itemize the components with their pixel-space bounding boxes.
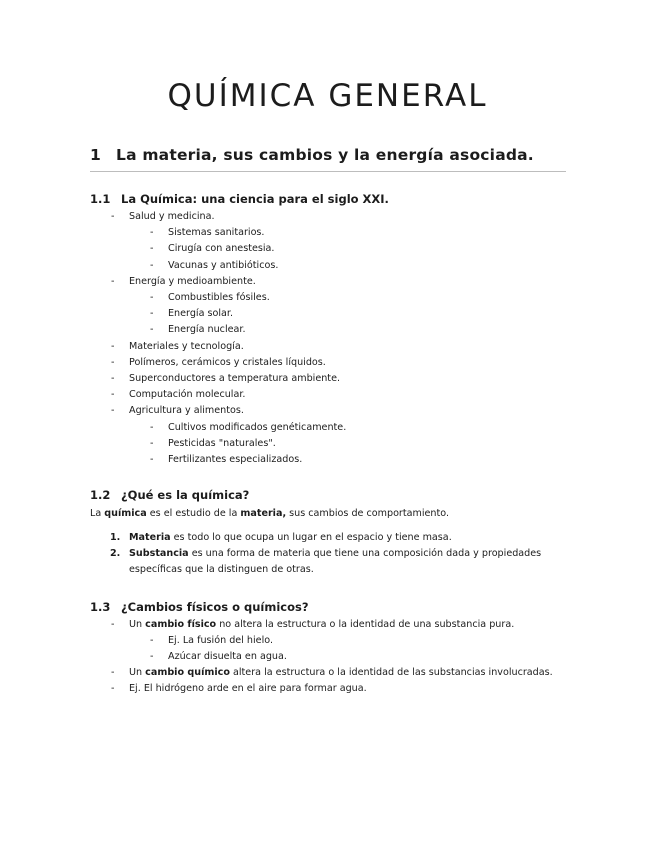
sub-list-item: Cultivos modificados genéticamente. (168, 421, 347, 433)
subsection-1-1-heading (90, 192, 389, 206)
list-item: Materia es todo lo que ocupa un lugar en el espacio y tiene masa. (129, 532, 452, 543)
section-number: 1 (90, 146, 101, 164)
bullet-dash: - (111, 683, 115, 694)
sub-list-item: Cirugía con anestesia. (168, 243, 275, 255)
list-item: Azúcar disuelta en agua. (168, 651, 287, 662)
sub-list-item: Fertilizantes especializados. (168, 454, 303, 465)
bullet-dash: - (111, 356, 115, 368)
bullet-dash: - (150, 324, 154, 336)
bullet-dash: - (150, 454, 154, 465)
section-title: La materia, sus cambios y la energía asociada. (116, 146, 534, 164)
sub-list-item: Vacunas y antibióticos. (168, 259, 279, 271)
subsection-number: 1.1 (90, 192, 111, 206)
list-item: Substancia es una forma de materia que tiene una composición dada y propiedades (129, 548, 542, 559)
list-item-continuation: específicas que la distinguen de otras. (129, 564, 314, 575)
bullet-dash: - (111, 373, 115, 384)
bullet-dash: - (150, 292, 154, 303)
list-item: Superconductores a temperatura ambiente. (129, 373, 341, 384)
bullet-dash: - (111, 211, 115, 222)
list-item: Ej. La fusión del hielo. (168, 635, 273, 646)
section-divider (90, 171, 566, 172)
bullet-dash: - (150, 227, 154, 239)
list-item: Polímeros, cerámicos y cristales líquidos. (129, 356, 326, 368)
subsection-title: ¿Cambios físicos o químicos? (121, 600, 309, 614)
bullet-dash: - (111, 667, 115, 678)
bullet-dash: - (150, 651, 154, 662)
bullet-dash: - (111, 340, 115, 352)
subsection-1-3-heading (90, 600, 309, 614)
list-item: Energía y medioambiente. (129, 275, 256, 287)
page-title: QUÍMICA GENERAL (167, 78, 488, 114)
paragraph: La química es el estudio de la materia, sus cambios de comportamiento. (90, 508, 450, 519)
subsection-1-2-heading (90, 488, 249, 502)
sub-list-item: Energía nuclear. (168, 324, 246, 336)
bullet-dash: - (150, 635, 154, 646)
list-item: Agricultura y alimentos. (129, 405, 244, 417)
bullet-dash: - (111, 275, 115, 287)
sub-list-item: Energía solar. (168, 308, 234, 320)
list-number: 1. (110, 532, 121, 543)
list-item: Salud y medicina. (129, 211, 215, 222)
bullet-dash: - (111, 405, 115, 417)
list-item: Materiales y tecnología. (129, 340, 244, 352)
list-item: Un cambio físico no altera la estructura o la identidad de una substancia pura. (129, 619, 515, 630)
bullet-dash: - (150, 308, 154, 320)
section-1-heading (90, 146, 566, 164)
bullet-dash: - (150, 437, 154, 449)
subsection-number: 1.2 (90, 488, 111, 502)
subsection-title: ¿Qué es la química? (121, 488, 250, 502)
subsection-title: La Química: una ciencia para el siglo XXI. (121, 192, 389, 206)
bullet-dash: - (111, 389, 115, 401)
bullet-dash: - (150, 243, 154, 255)
bullet-dash: - (111, 619, 115, 630)
list-item: Ej. El hidrógeno arde en el aire para formar agua. (129, 683, 367, 694)
subsection-number: 1.3 (90, 600, 111, 614)
sub-list-item: Combustibles fósiles. (168, 292, 270, 303)
bullet-dash: - (150, 421, 154, 433)
list-item: Computación molecular. (129, 389, 246, 401)
sub-list-item: Sistemas sanitarios. (168, 227, 265, 239)
list-number: 2. (110, 548, 121, 559)
bullet-dash: - (150, 259, 154, 271)
sub-list-item: Pesticidas "naturales". (168, 437, 276, 449)
list-item: Un cambio químico altera la estructura o la identidad de las substancias involucradas. (129, 667, 553, 678)
